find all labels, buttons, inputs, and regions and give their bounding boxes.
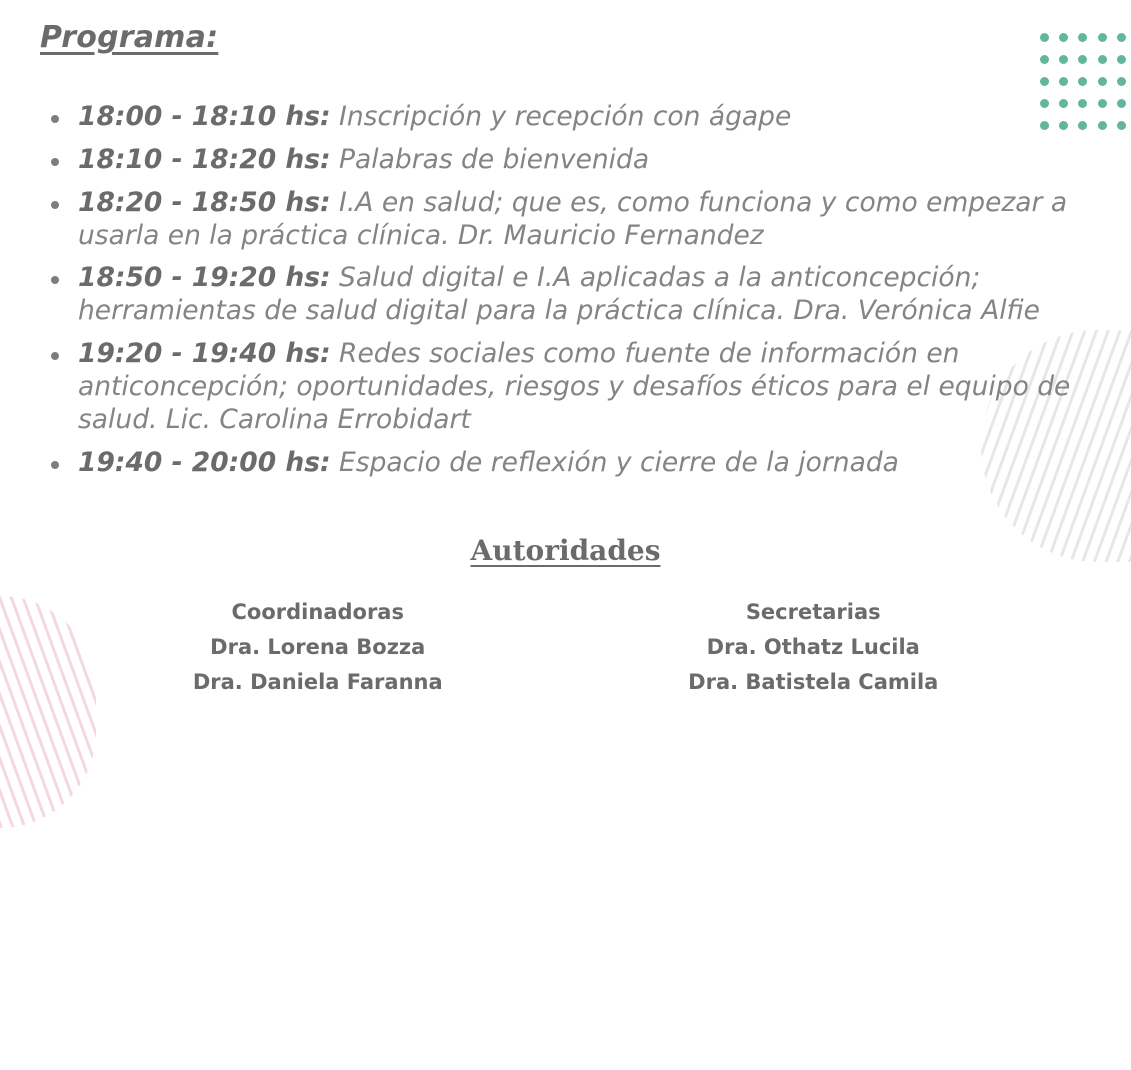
schedule-time: 18:50 - 19:20 hs: (78, 262, 331, 294)
authorities-role: Secretarias (745, 599, 881, 624)
schedule-time: 19:40 - 20:00 hs: (78, 446, 331, 478)
authorities-heading: Autoridades (470, 533, 661, 567)
list-item (40, 101, 1101, 134)
authorities-person: Dra. Batistela Camila (688, 670, 939, 695)
authorities-person: Dra. Othatz Lucila (706, 634, 920, 659)
authorities-person: Dra. Daniela Faranna (192, 670, 443, 695)
schedule-description: Espacio de reflexión y cierre de la jornada (330, 446, 899, 478)
schedule-description: Salud digital e I.A aplicadas a la anticoncepción; herramientas de salud digital para la práctica clínica. Dra. Verónica Alfie (78, 262, 1040, 327)
list-item (40, 338, 1101, 437)
schedule-list (0, 101, 1131, 480)
list-item (40, 447, 1101, 480)
authorities-person: Dra. Lorena Bozza (210, 634, 426, 659)
schedule-time: 18:10 - 18:20 hs: (78, 143, 331, 175)
authorities-columns (0, 595, 1131, 701)
schedule-time: 18:00 - 18:10 hs: (78, 101, 331, 132)
schedule-time: 18:20 - 18:50 hs: (78, 186, 331, 218)
authorities-role: Coordinadoras (231, 599, 404, 624)
list-item (40, 144, 1101, 177)
schedule-description: Redes sociales como fuente de información en anticoncepción; oportunidades, riesgos y desafíos éticos para el equipo de salud. Lic. Carolina Errobidart (78, 338, 1071, 435)
list-item (40, 262, 1101, 328)
page-title: Programa: (40, 20, 219, 55)
schedule-description: I.A en salud; que es, como funciona y como empezar a usarla en la práctica clínica. Dr. Mauricio Fernandez (78, 186, 1068, 251)
schedule-description: Palabras de bienvenida (330, 143, 650, 175)
list-item (40, 187, 1101, 253)
authorities-column-secretaries (566, 595, 1062, 701)
authorities-column-coordinators (70, 595, 566, 701)
schedule-time: 19:20 - 19:40 hs: (78, 338, 331, 370)
schedule-description: Inscripción y recepción con ágape (330, 101, 792, 132)
